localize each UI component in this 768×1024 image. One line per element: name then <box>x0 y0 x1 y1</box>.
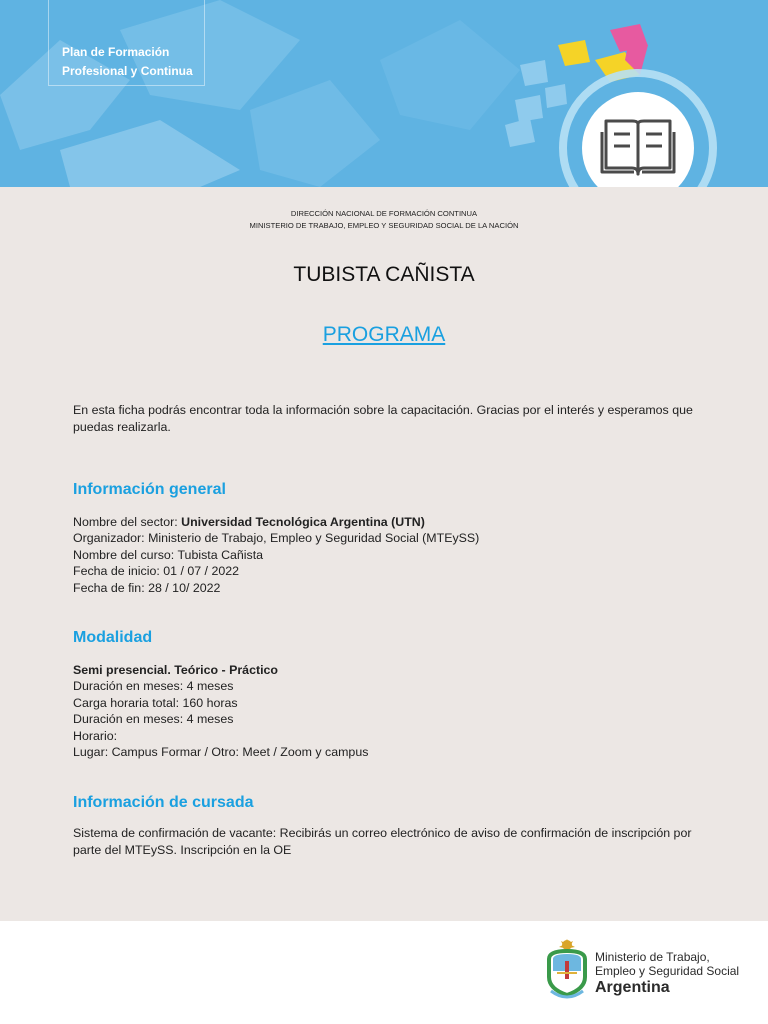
general-info <box>73 514 703 597</box>
ministerio-line-2: Empleo y Seguridad Social <box>595 964 740 978</box>
cursada-heading: Información de cursada <box>73 793 254 811</box>
fecha-fin-line: Fecha de fin: 28 / 10/ 2022 <box>73 580 221 595</box>
direccion-heading <box>0 208 768 232</box>
header-banner <box>0 0 768 187</box>
cursada-text: Sistema de confirmación de vacante: Recibirás un correo electrónico de aviso de confirmación de inscripción por parte del MTEySS. Inscripción en la OE <box>73 826 692 857</box>
fecha-inicio-line: Fecha de inicio: 01 / 07 / 2022 <box>73 564 240 578</box>
plan-formacion-label <box>62 43 193 81</box>
ministerio-line-1: Ministerio de Trabajo, <box>595 950 710 964</box>
lugar-line: Lugar: Campus Formar / Otro: Meet / Zoom y campus <box>73 745 369 759</box>
plan-line-1: Plan de Formación <box>62 45 170 59</box>
modalidad-info <box>73 662 703 761</box>
coat-of-arms-icon <box>545 939 589 1003</box>
footer <box>0 921 768 1024</box>
sector-label: Nombre del sector: <box>73 514 182 529</box>
ministerio-logo-text <box>595 950 739 998</box>
argentina-label: Argentina <box>595 979 670 996</box>
duracion-line-2: Duración en meses: 4 meses <box>73 712 234 726</box>
modalidad-tipo: Semi presencial. Teórico - Práctico <box>73 662 278 677</box>
general-heading: Información general <box>73 481 226 498</box>
sector-line <box>73 514 703 531</box>
direccion-line: DIRECCIÓN NACIONAL DE FORMACIÓN CONTINUA <box>290 209 478 218</box>
duracion-line-1: Duración en meses: 4 meses <box>73 679 234 693</box>
horario-line: Horario: <box>73 728 118 743</box>
main-content <box>73 402 703 858</box>
modalidad-heading: Modalidad <box>73 629 153 646</box>
organizador-line: Organizador: Ministerio de Trabajo, Empleo y Seguridad Social (MTEySS) <box>73 531 480 545</box>
carga-horaria-line: Carga horaria total: 160 horas <box>73 695 238 710</box>
programa-link[interactable]: PROGRAMA <box>322 323 446 346</box>
curso-line: Nombre del curso: Tubista Cañista <box>73 547 264 562</box>
plan-line-2: Profesional y Continua <box>62 64 193 78</box>
intro-text: En esta ficha podrás encontrar toda la información sobre la capacitación. Gracias por el interés y esperamos que puedas realizarla. <box>73 403 693 434</box>
page-title: TUBISTA CAÑISTA <box>293 263 475 286</box>
sector-value: Universidad Tecnológica Argentina (UTN) <box>181 514 425 529</box>
ministerio-line: MINISTERIO DE TRABAJO, EMPLEO Y SEGURIDAD SOCIAL DE LA NACIÓN <box>249 221 519 230</box>
